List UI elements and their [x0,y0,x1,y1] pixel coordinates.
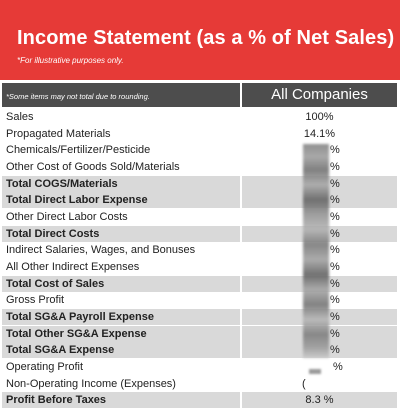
row-label: Total Cost of Sales [2,276,240,292]
row-value: % [242,192,397,208]
row-value: 8.3 % [242,392,397,408]
table-body [0,109,400,408]
row-value: % [330,211,340,224]
row-value: % [333,361,343,374]
row-label: Propagated Materials [6,127,111,140]
row-label: Total SG&A Payroll Expense [2,309,240,325]
row-value: % [330,161,340,174]
row-label: Total Other SG&A Expense [2,326,240,342]
table-row [0,359,400,375]
row-value: % [330,261,340,274]
row-label: All Other Indirect Expenses [6,261,140,274]
table-row [0,109,400,125]
table-row [0,292,400,308]
row-value: ( [302,377,306,390]
table-row [0,176,400,192]
row-label: Total Direct Costs [2,226,240,242]
row-value: % [242,326,397,342]
row-value: % [330,294,340,307]
row-value: % [242,176,397,192]
header-banner [0,0,400,80]
row-label: Total SG&A Expense [2,342,240,358]
page-subtitle: *For illustrative purposes only. [17,56,124,65]
row-label: Profit Before Taxes [2,392,240,408]
row-label: Indirect Salaries, Wages, and Bonuses [6,244,196,257]
row-label: Other Direct Labor Costs [6,211,128,224]
column-header-all-companies: All Companies [242,83,397,107]
table-row [0,326,400,342]
rounding-note: *Some items may not total due to rounding. [2,83,240,107]
table-row [0,159,400,175]
table-row [0,226,400,242]
row-label: Sales [6,111,34,123]
row-value: 100% [305,111,334,123]
redacted-values-blur [303,144,329,358]
table-row [0,209,400,225]
row-label: Non-Operating Income (Expenses) [6,377,176,390]
table-row [0,309,400,325]
income-statement-table [0,83,400,409]
table-row [0,342,400,358]
table-row [0,259,400,275]
row-value: % [242,226,397,242]
redacted-nonop-blur [309,369,321,374]
row-label: Gross Profit [6,294,65,307]
table-row [0,142,400,158]
row-value: % [330,244,340,257]
table-row [0,242,400,258]
table-row [0,126,400,142]
row-label: Chemicals/Fertilizer/Pesticide [6,144,151,157]
table-header-row [0,83,400,107]
table-row [0,276,400,292]
page-title: Income Statement (as a % of Net Sales) [17,27,395,49]
row-label: Total Direct Labor Expense [2,192,240,208]
row-value: % [242,309,397,325]
row-label: Total COGS/Materials [2,176,240,192]
row-value: % [242,342,397,358]
row-value: 14.1% [303,127,336,140]
table-row [0,192,400,208]
table-row [0,392,400,408]
table-row [0,376,400,392]
row-value: % [242,276,397,292]
row-label: Operating Profit [6,361,84,374]
row-value: % [330,144,340,157]
row-label: Other Cost of Goods Sold/Materials [6,161,180,174]
